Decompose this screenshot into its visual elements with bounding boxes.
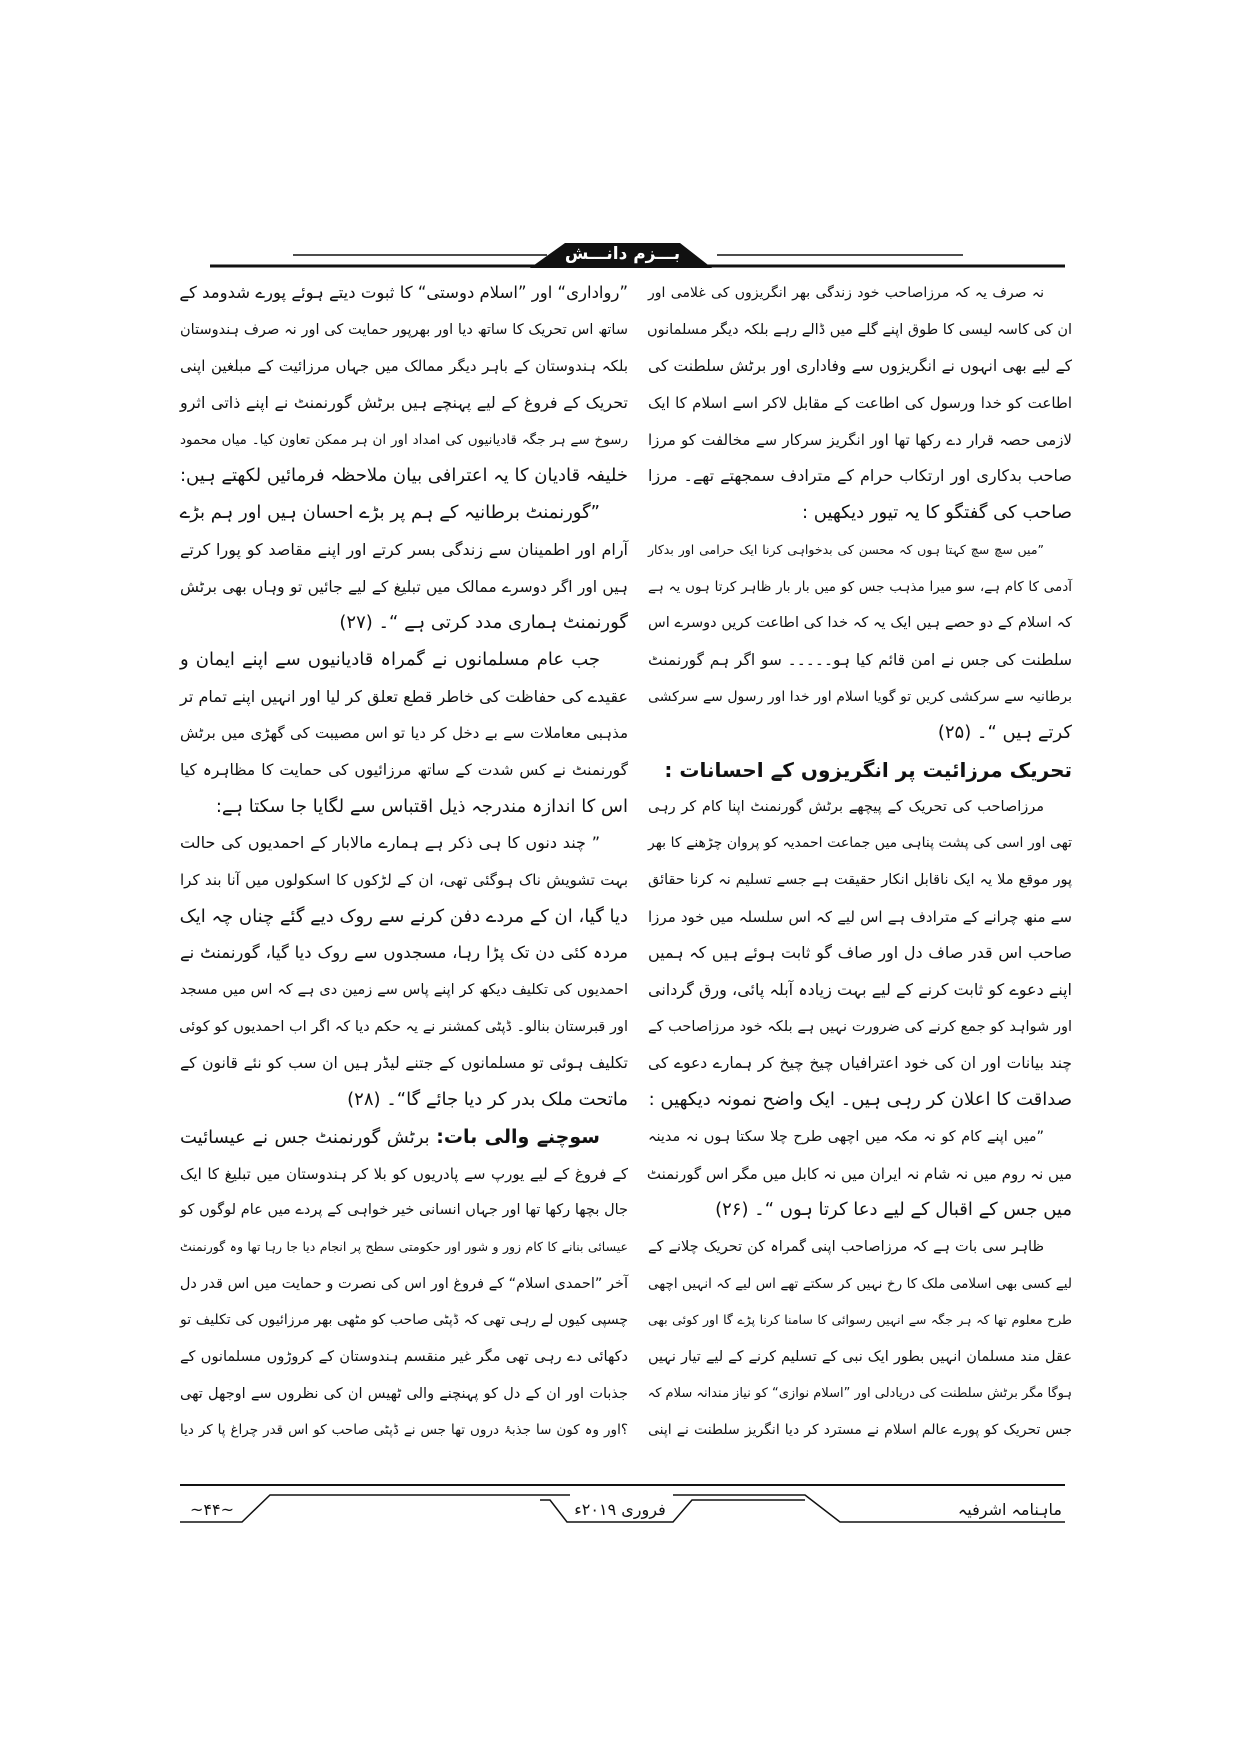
text-line: مذہبی معاملات سے بے دخل کر دیا تو اس مصیبت کی گھڑی میں برٹش	[180, 724, 628, 743]
text-line: ہیں اور اگر دوسرے ممالک میں تبلیغ کے لیے جائیں تو وہاں بھی برٹش	[180, 577, 628, 596]
text-line: کہ اسلام کے دو حصے ہیں ایک یہ کہ خدا کی اطاعت کریں دوسرے اس	[648, 615, 1072, 632]
text-line: خلیفہ قادیان کا یہ اعترافی بیان ملاحظہ فرمائیں لکھتے ہیں:	[179, 465, 628, 487]
text-line: احمدیوں کی تکلیف دیکھ کر اپنے پاس سے زمین دی ہے کہ اس میں مسجد	[180, 982, 628, 999]
text-line: صاحب کی گفتگو کا یہ تیور دیکھیں :	[801, 502, 1072, 524]
text-line: جس تحریک کو پورے عالم اسلام نے مسترد کر دیا انگریز سلطنت نے اپنی	[648, 1422, 1072, 1439]
text-line: سے منھ چرانے کے مترادف ہے اس لیے کہ اس سلسلہ میں خود مرزا	[648, 907, 1072, 926]
text-line: صاحب بدکاری اور ارتکاب حرام کے مترادف سمجھتے تھے۔ مرزا	[648, 466, 1072, 486]
text-line: تھی اور اسی کی پشت پناہی میں جماعت احمدیہ کو پروان چڑھنے کا بھر	[648, 835, 1072, 852]
text-line: جب عام مسلمانوں نے گمراہ قادیانیوں سے اپنے ایمان و	[180, 648, 600, 670]
text-line: مردہ کئی دن تک پڑا رہا، مسجدوں سے روک دیا گیا، گورنمنٹ نے	[180, 943, 628, 963]
article-column-left	[180, 275, 628, 1449]
text-line: پور موقع ملا یہ ایک ناقابل انکار حقیقت ہے جسے تسلیم نہ کرنا حقائق	[648, 872, 1072, 888]
text-line: ”گورنمنٹ برطانیہ کے ہم پر بڑے احسان ہیں اور ہم بڑے	[179, 502, 600, 524]
text-line: مرزاصاحب کی تحریک کے پیچھے برٹش گورنمنٹ اپنا کام کر رہی	[648, 798, 1044, 815]
text-line: جذبات اور ان کے دل کو پہنچنے والی ٹھیس ان کی نظروں سے اوجھل تھی	[180, 1385, 628, 1402]
text-line: ”رواداری“ اور ”اسلام دوستی“ کا ثبوت دیتے ہوئے پورے شدومد کے	[179, 283, 628, 302]
text-line: گورنمنٹ نے کس شدت کے ساتھ مرزائیوں کی حمایت کا مظاہرہ کیا	[180, 760, 628, 779]
text-line: آخر ”احمدی اسلام“ کے فروغ اور اس کی نصرت و حمایت میں اس قدر دل	[179, 1275, 628, 1292]
text-line: ” چند دنوں کا ہی ذکر ہے ہمارے مالابار کے احمدیوں کی حالت	[180, 833, 600, 853]
issue-date: فروری ۲۰۱۹ء	[574, 1500, 666, 1519]
text-line: ان کی کاسہ لیسی کا طوق اپنے گلے میں ڈالے رہے بلکہ دیگر مسلمانوں	[647, 321, 1072, 338]
text-line: دکھائی دے رہی تھی مگر غیر منقسم ہندوستان کے کروڑوں مسلمانوں کے	[180, 1348, 628, 1365]
text-line: جال بچھا رکھا تھا اور جہاں انسانی خیر خواہی کے پردے میں عام لوگوں کو	[180, 1202, 628, 1219]
text-line: لیے کسی بھی اسلامی ملک کا رخ نہیں کر سکتے تھے اس لیے کہ انہیں اچھی	[648, 1275, 1072, 1292]
text-line: ہوگا مگر برٹش سلطنت کی دریادلی اور ”اسلام نوازی“ کو نیاز مندانہ سلام کہ	[647, 1385, 1072, 1401]
text-line: میں نہ روم میں نہ شام نہ ایران میں نہ کابل میں مگر اس گورنمنٹ	[646, 1164, 1072, 1183]
text-line: تکلیف ہوئی تو مسلمانوں کے جتنے لیڈر ہیں ان سب کو نئے قانون کے	[180, 1054, 628, 1073]
text-line: سلطنت کی جس نے امن قائم کیا ہو۔۔۔۔۔ سو اگر ہم گورنمنٹ	[648, 650, 1072, 669]
text-line: عقیدے کی حفاظت کی خاطر قطع تعلق کر لیا اور انہیں اپنے تمام تر	[180, 686, 628, 706]
text-line: عیسائی بنانے کا کام زور و شور اور حکومتی سطح پر انجام دیا جا رہا تھا وہ گورنمنٹ	[180, 1238, 628, 1254]
text-line: بلکہ ہندوستان کے باہر دیگر ممالک میں جہاں مرزائیت کے مبلغین اپنی	[180, 357, 628, 376]
text-line: طرح معلوم تھا کہ ہر جگہ سے انہیں رسوائی کا سامنا کرنا پڑے گا اور کوئی بھی	[648, 1312, 1072, 1328]
article-column-right	[648, 275, 1072, 1449]
text-line: چسپی کیوں لے رہی تھی کہ ڈپٹی صاحب کو مٹھی بھر مرزائیوں کی تکلیف تو	[180, 1312, 628, 1329]
text-line: آرام اور اطمینان سے زندگی بسر کرتے اور اپنے مقاصد کو پورا کرتے	[180, 539, 628, 559]
text-line: ”میں اپنے کام کو نہ مکہ میں اچھی طرح چلا سکتا ہوں نہ مدینہ	[648, 1128, 1044, 1145]
magazine-name: ماہنامہ اشرفیہ	[957, 1500, 1062, 1519]
text-run: برٹش گورنمنٹ جس نے عیسائیت	[180, 1126, 437, 1148]
text-line: تحریک کے فروغ کے لیے پہنچے ہیں برٹش گورنمنٹ نے اپنے ذاتی اثرو	[180, 393, 628, 413]
text-line: نہ صرف یہ کہ مرزاصاحب خود زندگی بھر انگریزوں کی غلامی اور	[648, 285, 1044, 301]
text-line: کے لیے بھی انہوں نے انگریزوں سے وفاداری اور برٹش سلطنت کی	[648, 357, 1072, 376]
text-line: آدمی کا کام ہے، سو میرا مذہب جس کو میں بار بار ظاہر کرتا ہوں یہ ہے	[648, 578, 1072, 595]
text-line: اس کا اندازہ مندرجہ ذیل اقتباس سے لگایا جا سکتا ہے:	[215, 795, 628, 817]
text-line	[180, 1119, 628, 1156]
text-line: کے فروغ کے لیے یورپ سے پادریوں کو بلا کر ہندوستان میں تبلیغ کا ایک	[180, 1164, 628, 1183]
text-line: ماتحت ملک بدر کر دیا جائے گا“۔ (۲۸)	[347, 1089, 628, 1111]
section-title: بـــزم دانـــش	[564, 244, 681, 264]
text-line: بہت تشویش ناک ہوگئی تھی، ان کے لڑکوں کا اسکولوں میں آنا بند کرا	[180, 871, 628, 889]
text-line: صاحب اس قدر صاف دل اور صاف گو ثابت ہوئے ہیں کہ ہمیں	[648, 943, 1072, 963]
text-line: صداقت کا اعلان کر رہی ہیں۔ ایک واضح نمونہ دیکھیں :	[648, 1089, 1072, 1111]
text-line: ظاہر سی بات ہے کہ مرزاصاحب اپنی گمراہ کن تحریک چلانے کے	[648, 1238, 1044, 1255]
inline-subheading: سوچنے والی بات:	[436, 1125, 600, 1148]
page-number: ~۴۴~	[190, 1500, 234, 1519]
text-line: چند بیانات اور ان کی خود اعترافیاں چیخ چیخ کر ہمارے دعوے کی	[648, 1054, 1072, 1073]
text-line: اپنے دعوے کو ثابت کرنے کے لیے بہت زیادہ آبلہ پائی، ورق گردانی	[648, 980, 1072, 1000]
text-line: گورنمنٹ ہماری مدد کرتی ہے “۔ (۲۷)	[339, 612, 628, 634]
text-line: رسوخ سے ہر جگہ قادیانیوں کی امداد اور ان ہر ممکن تعاون کیا۔ میاں محمود	[180, 431, 628, 448]
section-heading: تحریک مرزائیت پر انگریزوں کے احسانات :	[664, 757, 1072, 782]
section-header	[0, 0, 1240, 290]
text-line: عقل مند مسلمان انہیں بطور ایک نبی کے تسلیم کرنے کے لیے تیار نہیں	[648, 1348, 1072, 1365]
text-line: میں جس کے اقبال کے لیے دعا کرتا ہوں “۔ (۲۶)	[715, 1199, 1072, 1221]
text-line: ؟اور وہ کون سا جذبۂ دروں تھا جس نے ڈپٹی صاحب کو اس قدر چراغ پا کر دیا	[180, 1422, 628, 1439]
text-line: کرتے ہیں “۔ (۲۵)	[937, 722, 1072, 744]
text-line: اور شواہد کو جمع کرنے کی ضرورت نہیں ہے بلکہ خود مرزاصاحب کے	[648, 1018, 1072, 1035]
text-line: ساتھ اس تحریک کا ساتھ دیا اور بھرپور حمایت کی اور نہ صرف ہندوستان	[180, 321, 628, 338]
text-line: اطاعت کو خدا ورسول کی اطاعت کے مقابل لاکر اسے اسلام کا ایک	[648, 394, 1072, 413]
text-line: برطانیہ سے سرکشی کریں تو گویا اسلام اور خدا اور رسول سے سرکشی	[648, 688, 1072, 705]
text-line: لازمی حصہ قرار دے رکھا تھا اور انگریز سرکار سے مخالفت کو مرزا	[648, 430, 1072, 449]
text-line: اور قبرستان بنالو۔ ڈپٹی کمشنر نے یہ حکم دیا کہ اگر اب احمدیوں کو کوئی	[179, 1018, 628, 1035]
text-line: ”میں سچ سچ کہتا ہوں کہ محسن کی بدخواہی کرنا ایک حرامی اور بدکار	[648, 541, 1044, 557]
text-line: دیا گیا، ان کے مردے دفن کرنے سے روک دیے گئے چناں چہ ایک	[179, 905, 628, 927]
